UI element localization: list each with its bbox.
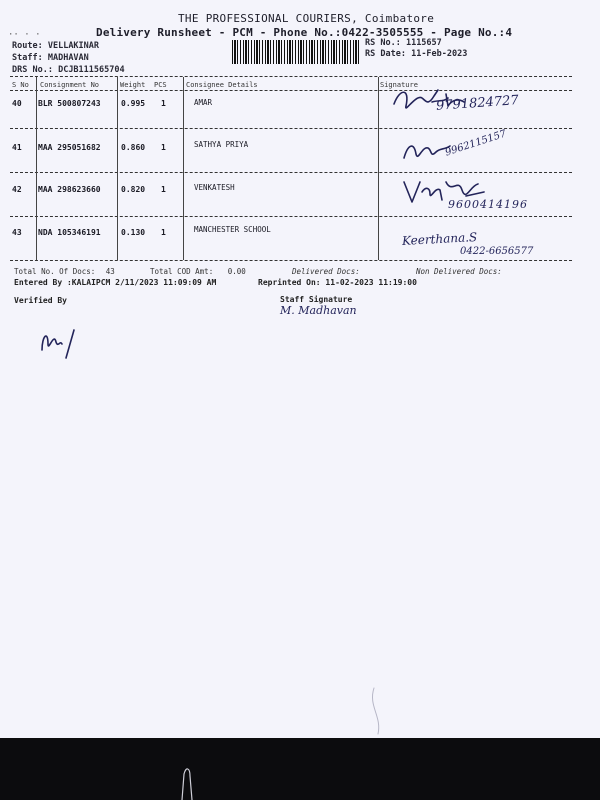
- row-consignment: BLR 500807243: [38, 99, 101, 108]
- total-docs-value: 43: [105, 267, 115, 276]
- row-consignment: NDA 105346191: [38, 228, 101, 237]
- route-label: Route:: [12, 41, 43, 51]
- scan-mark: [358, 686, 388, 736]
- total-cod-label: Total COD Amt:: [150, 267, 214, 276]
- row-pcs: 1: [161, 99, 166, 108]
- row-weight: 0.820: [121, 185, 146, 194]
- staff-signature: M. Madhavan: [280, 304, 357, 317]
- row-pcs: 1: [161, 143, 166, 152]
- col-header-weight: Weight: [120, 81, 146, 89]
- signature-row43: Keerthana.S: [401, 230, 478, 248]
- reprinted-on: Reprinted On: 11-02-2023 11:19:00: [258, 278, 417, 287]
- row-sno: 43: [12, 228, 22, 237]
- scan-mark: [176, 764, 200, 800]
- verified-by-label: Verified By: [14, 296, 67, 305]
- row-consignee: VENKATESH: [194, 183, 235, 192]
- row-pcs: 1: [161, 185, 166, 194]
- row-consignee: SATHYA PRIYA: [194, 140, 249, 149]
- row-rule: [10, 128, 572, 129]
- entered-by: Entered By :KALAIPCM 2/11/2023 11:09:09 AM: [14, 278, 217, 287]
- row-weight: 0.995: [121, 99, 146, 108]
- col-divider: [378, 77, 379, 260]
- col-header-consignment: Consignment No: [40, 81, 100, 89]
- row-consignment: MAA 295051682: [38, 143, 101, 152]
- drs-value: DCJB111565704: [58, 65, 125, 75]
- drs-label: DRS No.:: [12, 65, 53, 75]
- total-docs: [14, 267, 115, 276]
- row-sno: 42: [12, 185, 22, 194]
- barcode: [232, 40, 360, 64]
- table-top-rule: [10, 76, 572, 77]
- row-consignee: AMAR: [194, 98, 213, 107]
- row-consignee: MANCHESTER SCHOOL: [194, 225, 271, 234]
- col-header-pcs: PCS: [154, 81, 167, 89]
- col-divider: [36, 77, 37, 260]
- staff-value: MADHAVAN: [47, 53, 89, 63]
- staff-label: Staff:: [12, 53, 43, 63]
- rs-no-line: [365, 38, 442, 48]
- table-bottom-rule: [10, 260, 572, 261]
- col-header-consignee: Consignee Details: [186, 81, 258, 89]
- rs-date-label: RS Date:: [365, 49, 406, 59]
- non-delivered-docs: Non Delivered Docs:: [416, 267, 502, 276]
- drs-line: [12, 65, 125, 75]
- total-cod-value: 0.00: [227, 267, 246, 276]
- row-sno: 40: [12, 99, 22, 108]
- handwritten-phone: 9791824727: [435, 93, 520, 114]
- col-divider: [183, 77, 184, 260]
- staff-line: [12, 53, 89, 63]
- row-weight: 0.860: [121, 143, 146, 152]
- route-line: [12, 41, 99, 51]
- staff-signature-label: Staff Signature: [280, 295, 353, 304]
- route-value: VELLAKINAR: [47, 41, 100, 51]
- rs-no-value: 1115657: [405, 38, 442, 48]
- col-header-sno: S No: [12, 81, 29, 89]
- row-rule: [10, 216, 572, 217]
- row-pcs: 1: [161, 228, 166, 237]
- rs-no-label: RS No.:: [365, 38, 401, 48]
- row-consignment: MAA 298623660: [38, 185, 101, 194]
- delivered-docs: Delivered Docs:: [292, 267, 360, 276]
- col-header-signature: Signature: [380, 81, 418, 89]
- company-title: THE PROFESSIONAL COURIERS, Coimbatore: [178, 12, 435, 25]
- row-weight: 0.130: [121, 228, 146, 237]
- handwritten-phone: 0422-6656577: [460, 246, 534, 257]
- scan-shadow: [0, 738, 600, 800]
- verifier-signature: [36, 322, 80, 366]
- handwritten-phone: 9600414196: [448, 198, 528, 211]
- total-cod: [150, 267, 246, 276]
- rs-date-line: [365, 49, 467, 59]
- handwritten-phone: 9962115157: [443, 128, 508, 159]
- corner-mark: ·· · ·: [8, 30, 41, 40]
- rs-date-value: 11-Feb-2023: [411, 49, 468, 59]
- total-docs-label: Total No. Of Docs:: [14, 267, 96, 276]
- row-sno: 41: [12, 143, 22, 152]
- col-divider: [117, 77, 118, 260]
- row-rule: [10, 172, 572, 173]
- runsheet-subtitle: Delivery Runsheet - PCM - Phone No.:0422-3505555 - Page No.:4: [96, 26, 513, 39]
